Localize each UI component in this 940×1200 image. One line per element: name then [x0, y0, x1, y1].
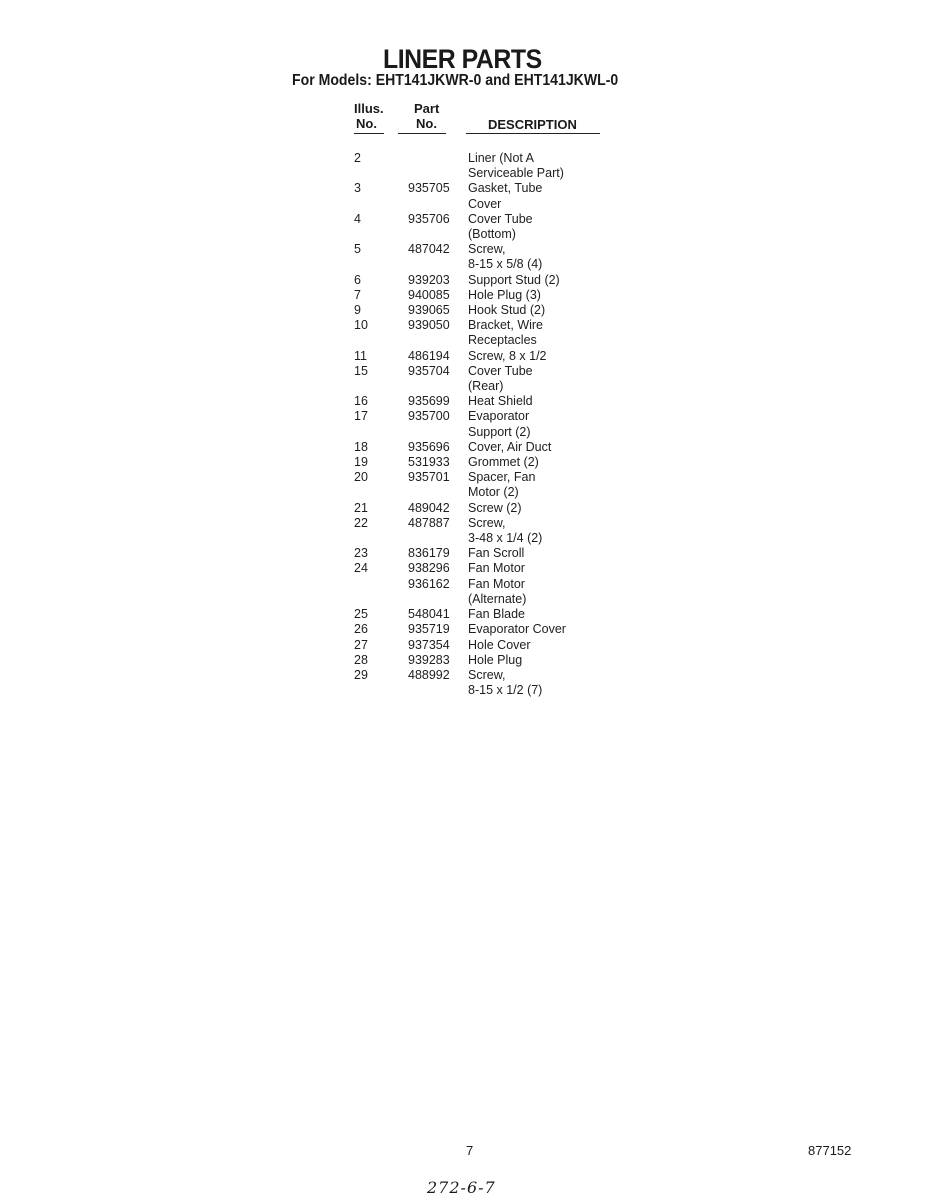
part-number: 935699: [408, 394, 450, 409]
illus-number: 15: [354, 363, 368, 378]
part-number: 488992: [408, 667, 450, 682]
part-description: Fan Motor: [468, 561, 525, 576]
illus-number: 20: [354, 470, 368, 485]
parts-row: [354, 288, 614, 303]
models-subtitle: For Models: EHT141JKWR-0 and EHT141JKWL-0: [292, 72, 619, 89]
description-header: DESCRIPTION: [488, 117, 577, 132]
part-description: Hook Stud (2): [468, 303, 546, 318]
part-description: Liner (Not A Serviceable Part): [468, 151, 564, 181]
part-number: 935706: [408, 211, 450, 226]
part-description: Spacer, Fan Motor (2): [468, 470, 536, 500]
part-description: Fan Motor (Alternate): [468, 576, 527, 606]
parts-row: [354, 273, 614, 288]
part-description: Cover Tube (Bottom): [468, 211, 533, 242]
part-description: Screw (2): [468, 500, 522, 515]
parts-row: [354, 318, 614, 348]
parts-row: [354, 242, 614, 272]
part-number: 548041: [408, 607, 450, 622]
parts-row: [354, 212, 614, 242]
part-description: Screw, 3-48 x 1/4 (2): [468, 515, 543, 546]
parts-row: [354, 455, 614, 470]
illus-number: 5: [354, 242, 361, 257]
parts-row: [354, 668, 614, 698]
illus-number: 10: [354, 318, 368, 333]
page-number: 7: [466, 1143, 474, 1158]
part-description: Bracket, Wire Receptacles: [468, 318, 544, 348]
part-number: 939283: [408, 652, 450, 667]
part-number: 936162: [408, 576, 450, 591]
part-number: 531933: [408, 455, 450, 470]
parts-row: [354, 501, 614, 516]
illus-number: 2: [354, 151, 361, 165]
part-number: 935701: [408, 470, 450, 485]
part-number: 935700: [408, 409, 450, 424]
header-underline-description: [466, 133, 600, 134]
part-description: Cover Tube (Rear): [468, 363, 533, 394]
parts-row: [354, 638, 614, 653]
document-number: 877152: [808, 1143, 852, 1158]
part-description: Evaporator Support (2): [468, 409, 531, 439]
part-number: 935705: [408, 181, 450, 196]
handwritten-note: 272-6-7: [427, 1178, 496, 1197]
header-underline-illus: [354, 133, 384, 134]
illus-number: 22: [354, 515, 368, 530]
part-number: 487887: [408, 515, 450, 530]
part-description: Support Stud (2): [468, 272, 560, 287]
illus-number: 9: [354, 303, 361, 318]
parts-row: [354, 577, 614, 607]
parts-row: [354, 470, 614, 500]
part-description: Cover, Air Duct: [468, 439, 552, 454]
illus-number: 25: [354, 607, 368, 622]
part-number: 938296: [408, 561, 450, 576]
illus-number: 17: [354, 409, 368, 424]
part-description: Heat Shield: [468, 394, 533, 409]
part-no-header: [414, 101, 439, 131]
part-number: 939065: [408, 303, 450, 318]
parts-row: [354, 440, 614, 455]
illus-no-header: [354, 101, 384, 131]
parts-row: [354, 546, 614, 561]
page-title: LINER PARTS: [383, 44, 542, 74]
part-description: Hole Plug (3): [468, 287, 541, 302]
part-description: Hole Plug: [468, 652, 523, 667]
parts-row: [354, 181, 614, 211]
illus-number: 24: [354, 561, 368, 576]
parts-row: [354, 364, 614, 394]
part-number: 836179: [408, 546, 450, 561]
part-description: Gasket, Tube Cover: [468, 181, 543, 211]
part-description: Screw, 8-15 x 5/8 (4): [468, 242, 543, 272]
parts-row: [354, 151, 614, 181]
part-description: Screw, 8-15 x 1/2 (7): [468, 667, 543, 698]
illus-number: 21: [354, 500, 368, 515]
header-underline-part: [398, 133, 446, 134]
part-description: Fan Blade: [468, 607, 525, 622]
part-number: 487042: [408, 242, 450, 257]
parts-row: [354, 394, 614, 409]
part-description: Evaporator Cover: [468, 622, 566, 637]
part-header-line1: Part: [414, 101, 440, 116]
parts-row: [354, 607, 614, 622]
illus-number: 4: [354, 211, 361, 226]
illus-header-line1: Illus.: [354, 101, 384, 116]
part-description: Fan Scroll: [468, 546, 525, 561]
illus-number: 18: [354, 439, 368, 454]
parts-row: [354, 622, 614, 637]
illus-number: 7: [354, 287, 361, 302]
illus-number: 28: [354, 652, 368, 667]
illus-number: 27: [354, 637, 368, 652]
part-number: 935719: [408, 622, 450, 637]
parts-row: [354, 653, 614, 668]
parts-row: [354, 349, 614, 364]
illus-header-line2: No.: [356, 116, 377, 131]
parts-row: [354, 409, 614, 439]
part-number: 939203: [408, 272, 450, 287]
part-number: 486194: [408, 348, 450, 363]
part-number: 937354: [408, 637, 450, 652]
part-number: 939050: [408, 318, 450, 333]
illus-number: 26: [354, 622, 368, 637]
parts-list: [354, 151, 614, 698]
illus-number: 11: [354, 348, 367, 363]
illus-number: 23: [354, 546, 368, 561]
part-number: 935704: [408, 363, 450, 378]
part-number: 935696: [408, 439, 450, 454]
parts-row: [354, 516, 614, 546]
illus-number: 3: [354, 181, 361, 196]
part-description: Hole Cover: [468, 637, 531, 652]
part-number: 489042: [408, 500, 450, 515]
illus-number: 19: [354, 455, 368, 470]
illus-number: 6: [354, 272, 361, 287]
part-description: Grommet (2): [468, 455, 539, 470]
parts-row: [354, 303, 614, 318]
illus-number: 16: [354, 394, 368, 409]
parts-row: [354, 561, 614, 576]
part-description: Screw, 8 x 1/2: [468, 348, 547, 363]
part-number: 940085: [408, 287, 450, 302]
illus-number: 29: [354, 667, 368, 682]
part-header-line2: No.: [416, 116, 437, 131]
